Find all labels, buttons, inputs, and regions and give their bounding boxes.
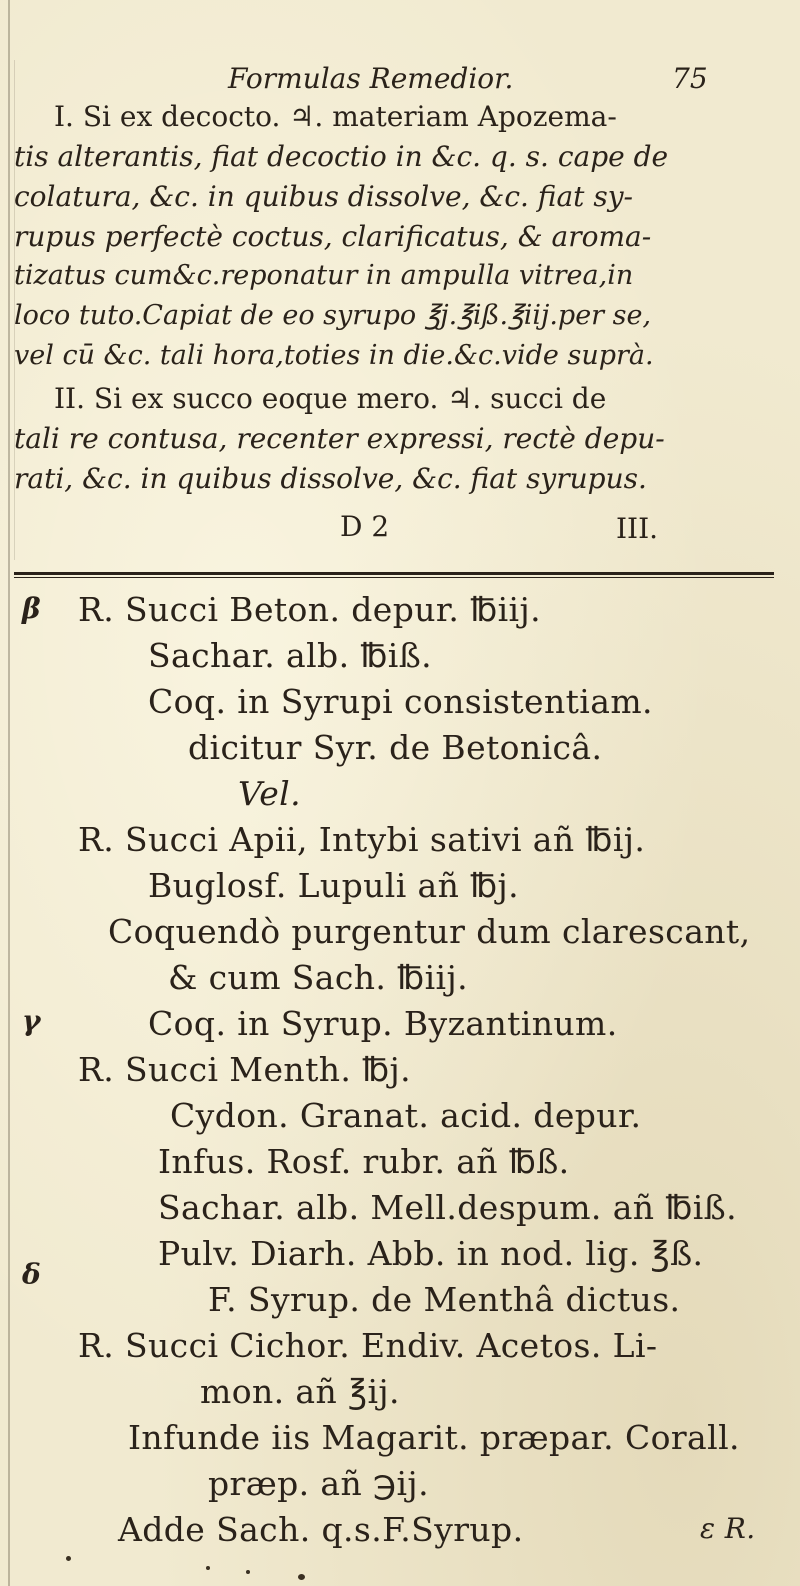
ink-speck: [66, 1556, 71, 1561]
recipe-line: R. Succi Cichor. Endiv. Acetos. Li-: [78, 1326, 658, 1365]
recipe-line: Vel.: [238, 774, 301, 813]
paragraph-line: vel cū &c. tali hora,toties in die.&c.vide suprà.: [14, 340, 654, 371]
recipe-line: mon. añ ℥ij.: [200, 1372, 400, 1411]
margin-mark: β: [22, 592, 41, 625]
recipe-line: F. Syrup. de Menthâ dictus.: [208, 1280, 681, 1319]
catchword: III.: [616, 512, 659, 545]
recipe-line: præp. añ ℈ij.: [208, 1464, 429, 1503]
page-number: 75: [672, 62, 708, 95]
section-rule-thin: [14, 577, 774, 578]
ink-speck: [206, 1566, 210, 1570]
margin-mark: δ: [22, 1258, 41, 1291]
paragraph-line: tizatus cum&c.reponatur in ampulla vitrea,in: [14, 260, 634, 291]
recipe-line: Buglosf. Lupuli añ ℔j.: [148, 866, 520, 905]
recipe-line: Infunde iis Magarit. præpar. Corall.: [128, 1418, 740, 1457]
recipe-line: Coq. in Syrup. Byzantinum.: [148, 1004, 618, 1043]
paragraph-line: loco tuto.Capiat de eo syrupo ℥j.℥iß.℥iij.per se,: [14, 300, 652, 331]
paragraph-line: colatura, &c. in quibus dissolve, &c. fiat sy-: [14, 180, 633, 213]
recipe-line: dicitur Syr. de Betonicâ.: [188, 728, 603, 767]
section-rule: [14, 572, 774, 575]
recipe-line: R. Succi Beton. depur. ℔iij.: [78, 590, 542, 629]
recipe-line: Coq. in Syrupi consistentiam.: [148, 682, 653, 721]
catchword: ε R.: [700, 1512, 756, 1545]
paragraph-line: II. Si ex succo eoque mero. ♃. succi de: [54, 382, 607, 415]
paragraph-line: I. Si ex decocto. ♃. materiam Apozema-: [54, 100, 617, 133]
page-gutter-line: [8, 0, 10, 1586]
margin-mark: γ: [22, 1004, 41, 1037]
paragraph-line: tali re contusa, recenter expressi, rectè depu-: [14, 422, 665, 455]
recipe-line: & cum Sach. ℔iij.: [168, 958, 468, 997]
ink-speck: [298, 1574, 305, 1580]
recipe-line: R. Succi Apii, Intybi sativi añ ℔ij.: [78, 820, 646, 859]
running-title: Formulas Remedior.: [228, 62, 514, 95]
recipe-line: Sachar. alb. ℔iß.: [148, 636, 433, 675]
ink-speck: [246, 1570, 250, 1574]
signature-mark: D 2: [340, 510, 390, 543]
recipe-line: Infus. Rosf. rubr. añ ℔ß.: [158, 1142, 570, 1181]
recipe-line: Sachar. alb. Mell.despum. añ ℔iß.: [158, 1188, 738, 1227]
recipe-line: Coquendò purgentur dum clarescant,: [108, 912, 751, 951]
recipe-line: Cydon. Granat. acid. depur.: [170, 1096, 642, 1135]
paragraph-line: rati, &c. in quibus dissolve, &c. fiat syrupus.: [14, 462, 647, 495]
recipe-line: R. Succi Menth. ℔j.: [78, 1050, 412, 1089]
paragraph-line: tis alterantis, fiat decoctio in &c. q. s. cape de: [14, 140, 669, 173]
recipe-line: Adde Sach. q.s.F.Syrup.: [118, 1510, 524, 1549]
paragraph-line: rupus perfectè coctus, clarificatus, & aroma-: [14, 220, 652, 253]
recipe-line: Pulv. Diarh. Abb. in nod. lig. ℥ß.: [158, 1234, 704, 1273]
